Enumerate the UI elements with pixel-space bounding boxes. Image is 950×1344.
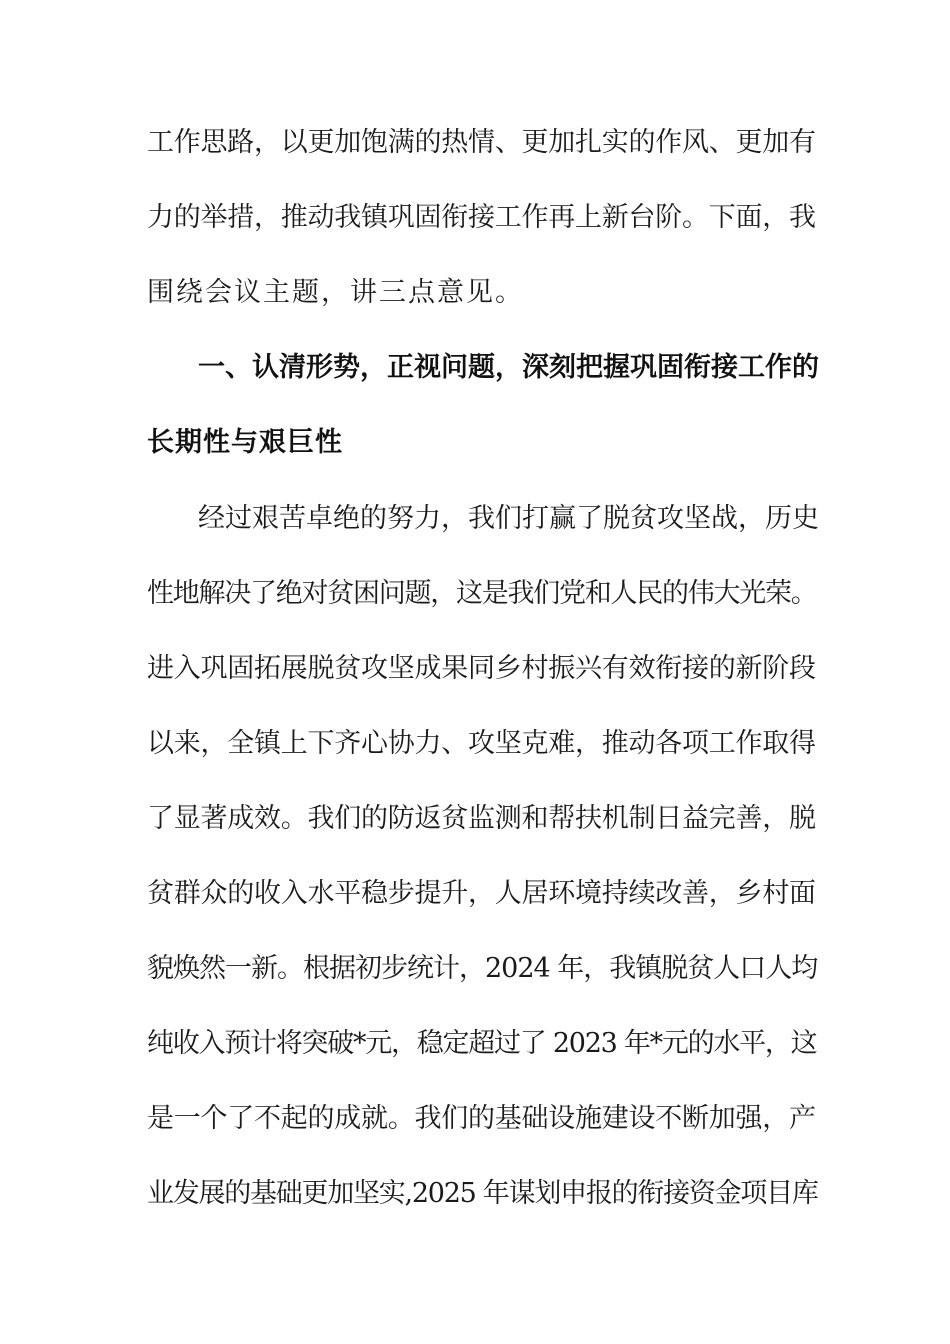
paragraph-line-10: 业发展的基础更加坚实,2025 年谋划申报的衔接资金项目库 [147, 1178, 818, 1209]
paragraph-line-2: 性地解决了绝对贫困问题，这是我们党和人民的伟大光荣。 [147, 578, 817, 609]
section-heading-line-2: 长期性与艰巨性 [147, 427, 343, 458]
body-line-3: 围绕会议主题，讲三点意见。 [147, 277, 524, 308]
body-line-1: 工作思路，以更加饱满的热情、更加扎实的作风、更加有 [147, 127, 816, 158]
paragraph-line-1: 经过艰苦卓绝的努力，我们打赢了脱贫攻坚战，历史 [198, 503, 819, 534]
section-heading-line-1: 一、认清形势，正视问题，深刻把握巩固衔接工作的 [198, 352, 819, 383]
paragraph-line-3: 进入巩固拓展脱贫攻坚成果同乡村振兴有效衔接的新阶段 [147, 653, 816, 684]
paragraph-line-6: 贫群众的收入水平稳步提升，人居环境持续改善，乡村面 [147, 878, 816, 909]
paragraph-line-5: 了显著成效。我们的防返贫监测和帮扶机制日益完善，脱 [147, 803, 816, 834]
paragraph-line-4: 以来，全镇上下齐心协力、攻坚克难，推动各项工作取得 [147, 728, 816, 759]
body-line-2: 力的举措，推动我镇巩固衔接工作再上新台阶。下面，我 [147, 202, 816, 233]
paragraph-line-8: 纯收入预计将突破*元，稳定超过了 2023 年*元的水平，这 [147, 1028, 817, 1059]
paragraph-line-9: 是一个了不起的成就。我们的基础设施建设不断加强，产 [147, 1103, 816, 1134]
paragraph-line-7: 貌焕然一新。根据初步统计，2024 年，我镇脱贫人口人均 [147, 953, 818, 984]
